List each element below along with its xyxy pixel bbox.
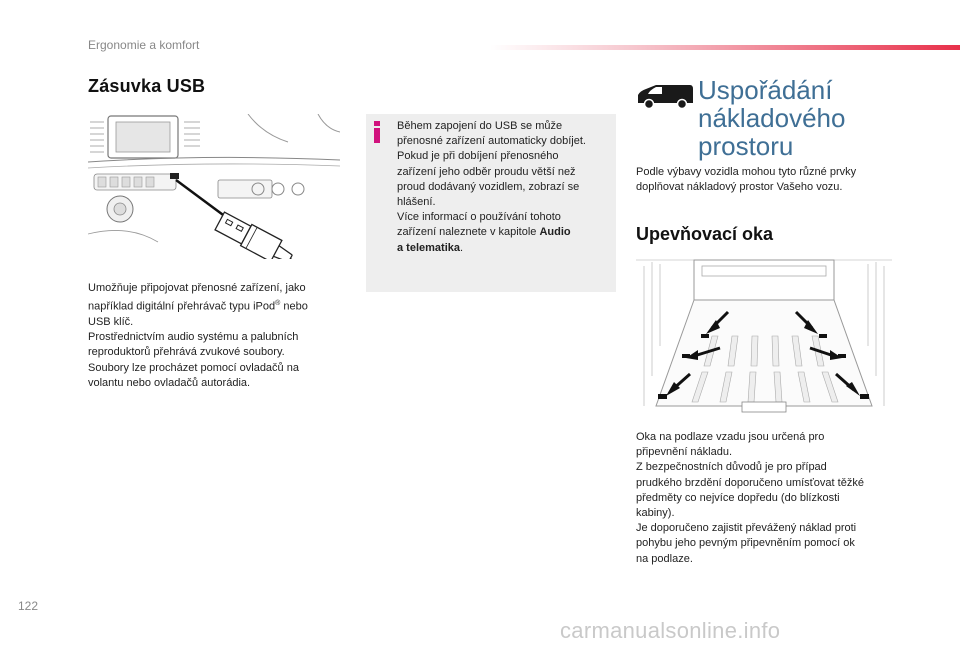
cargo-intro: Podle výbavy vozidla mohou tyto různé prvky doplňovat nákladový prostor Vašeho vozu. [636, 166, 857, 194]
watermark: carmanualsonline.info [560, 618, 781, 643]
info-text: Během zapojení do USB se může přenosné zařízení automaticky dobíjet. Pokud je při dobíjení přenosného zařízení jeho odběr proudu větší než proud dodávaný vozidlem, zobrazí se hlášení. Více informací o používání tohoto zařízení naleznete v kapitole Audio a telematika. [397, 120, 586, 254]
usb-description: Umožňuje připojovat přenosné zařízení, jako například digitální přehrávač typu iPod® nebo USB klíč. Prostřednictvím audio systému a palubních reproduktorů přehrává zvukové soubory. Soubory lze procházet pomocí ovladačů na volantu nebo ovladačů autorádia. [88, 282, 308, 389]
tie-down-heading: Upevňovací oka [636, 224, 774, 244]
chapter-ref-telematika: a telematika [397, 241, 460, 254]
van-icon [636, 83, 694, 109]
usb-port-illustration [88, 114, 340, 259]
section-title: Ergonomie a komfort [88, 38, 200, 52]
trademark-symbol: ® [275, 300, 281, 308]
header-accent-line [490, 45, 960, 50]
tie-down-description: Oka na podlaze vzadu jsou určená pro připevnění nákladu. Z bezpečnostních důvodů je pro případ prudkého brzdění doporučeno umísťovat těžké předměty co nejvíce dopředu (do blízkosti kabiny). Je doporučeno zajistit převážený náklad proti pohybu jeho pevným připevněním pomocí ok na podlaze. [636, 431, 864, 565]
info-icon [373, 121, 381, 143]
cargo-title: Uspořádání nákladového prostoru [698, 75, 846, 161]
chapter-ref-audio: Audio [539, 226, 571, 239]
tie-down-eyes-illustration [636, 256, 892, 423]
page-number: 122 [18, 599, 39, 613]
usb-heading: Zásuvka USB [88, 76, 206, 96]
